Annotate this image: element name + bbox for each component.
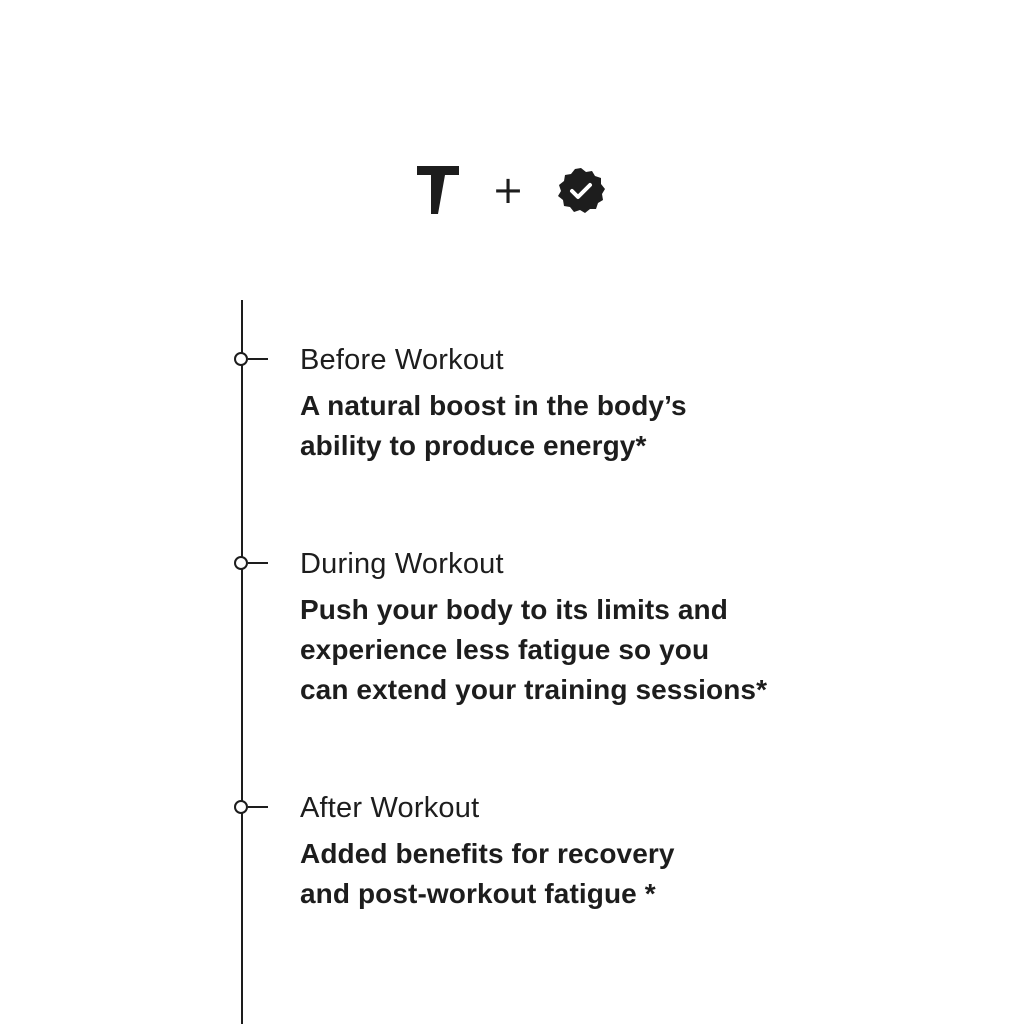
timeline-node-after <box>234 800 270 814</box>
timeline-node-during <box>234 556 270 570</box>
timeline-node-connector <box>248 358 268 360</box>
timeline-line <box>241 300 243 1024</box>
step-description: Push your body to its limits and experience less fatigue so you can extend your training sessions* <box>300 594 768 705</box>
timeline-node-circle <box>234 800 248 814</box>
timeline-step-after <box>300 790 820 914</box>
timeline-node-circle <box>234 352 248 366</box>
step-title: During Workout <box>300 548 504 580</box>
verified-check-badge-icon <box>556 166 606 216</box>
timeline-node-connector <box>248 562 268 564</box>
step-description: A natural boost in the body’s ability to produce energy* <box>300 390 687 461</box>
plus-sign: + <box>492 168 524 212</box>
letter-t-logo-icon <box>417 166 461 214</box>
timeline-node-circle <box>234 556 248 570</box>
timeline-step-during <box>300 546 820 710</box>
timeline-step-before <box>300 342 820 466</box>
step-title: After Workout <box>300 792 480 824</box>
timeline-node-before <box>234 352 270 366</box>
step-title: Before Workout <box>300 344 504 376</box>
step-description: Added benefits for recovery and post-workout fatigue * <box>300 838 675 909</box>
timeline-node-connector <box>248 806 268 808</box>
